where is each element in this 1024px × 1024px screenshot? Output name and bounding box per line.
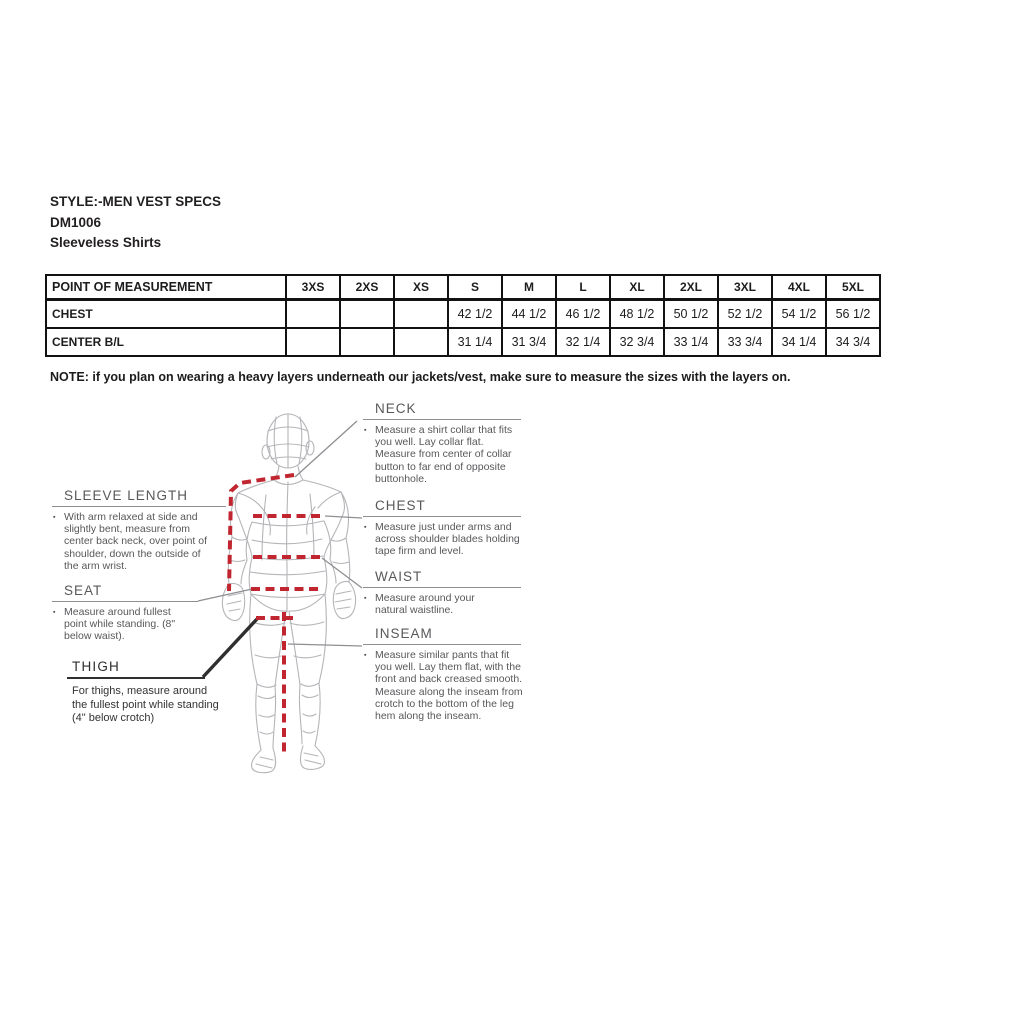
- centerbl-3xs-cell: [286, 328, 340, 356]
- document-header: [50, 192, 221, 254]
- centerbl-2xl-cell: 33 1/4: [664, 328, 718, 356]
- chest-5xl-cell: 56 1/2: [826, 300, 880, 329]
- table-row-chest: [46, 300, 880, 329]
- waist-leader-line: [322, 558, 362, 588]
- column-header-2xl: 2XL: [664, 275, 718, 300]
- style-code: DM1006: [50, 214, 102, 230]
- chest-leader-line: [325, 516, 362, 518]
- note-text: NOTE: if you plan on wearing a heavy layers underneath our jackets/vest, make sure to measure the sizes with the layers on.: [50, 370, 791, 384]
- chest-2xs-cell: [340, 300, 394, 329]
- column-header-point-of-measurement: POINT OF MEASUREMENT: [46, 275, 286, 300]
- column-header-2xs: 2XS: [340, 275, 394, 300]
- measurement-dash-lines: [229, 475, 324, 752]
- chest-s-cell: 42 1/2: [448, 300, 502, 329]
- chest-3xl-cell: 52 1/2: [718, 300, 772, 329]
- bullet-icon: ▪: [53, 514, 56, 521]
- inseam-description-text: Measure similar pants that fit you well. Lay them flat, with the front and back creased smooth. Measure along the inseam from crotch to the bottom of the leg hem along the inseam.: [375, 649, 523, 723]
- waist-title: WAIST: [363, 569, 521, 588]
- bullet-icon: ▪: [364, 595, 367, 602]
- inseam-description: [364, 649, 527, 723]
- centerbl-4xl-cell: 34 1/4: [772, 328, 826, 356]
- column-header-3xl: 3XL: [718, 275, 772, 300]
- sleeve-length-title: SLEEVE LENGTH: [52, 488, 226, 507]
- section-neck: [363, 401, 521, 485]
- inseam-title: INSEAM: [363, 626, 521, 645]
- section-waist: [363, 569, 521, 616]
- section-sleeve-length: [52, 488, 226, 572]
- bullet-icon: ▪: [364, 427, 367, 434]
- column-header-l: L: [556, 275, 610, 300]
- section-chest: [363, 498, 521, 558]
- centerbl-l-cell: 32 1/4: [556, 328, 610, 356]
- sleeve-length-dash-line: [229, 475, 294, 591]
- chest-description-text: Measure just under arms and across shoulder blades holding tape firm and level.: [375, 521, 520, 558]
- chest-l-cell: 46 1/2: [556, 300, 610, 329]
- centerbl-3xl-cell: 33 3/4: [718, 328, 772, 356]
- seat-leader-line: [198, 589, 252, 601]
- row-label-center-bl: CENTER B/L: [46, 328, 286, 356]
- waist-description: [364, 592, 493, 617]
- neck-description: [364, 424, 527, 485]
- column-header-3xs: 3XS: [286, 275, 340, 300]
- column-header-xs: XS: [394, 275, 448, 300]
- section-thigh: [67, 659, 219, 726]
- chest-title: CHEST: [363, 498, 521, 517]
- thigh-leader-line: [203, 619, 257, 677]
- column-header-s: S: [448, 275, 502, 300]
- table-header-row: [46, 275, 880, 300]
- centerbl-m-cell: 31 3/4: [502, 328, 556, 356]
- style-subtitle: Sleeveless Shirts: [50, 235, 162, 250]
- section-seat: [52, 583, 198, 643]
- bullet-icon: ▪: [53, 609, 56, 616]
- column-header-xl: XL: [610, 275, 664, 300]
- neck-title: NECK: [363, 401, 521, 420]
- centerbl-s-cell: 31 1/4: [448, 328, 502, 356]
- seat-description-text: Measure around fullest point while standing. (8" below waist).: [64, 606, 176, 643]
- inseam-leader-line: [288, 644, 362, 646]
- size-table: [45, 274, 881, 357]
- centerbl-5xl-cell: 34 3/4: [826, 328, 880, 356]
- sleeve-length-description: [53, 511, 216, 572]
- column-header-m: M: [502, 275, 556, 300]
- body-figure-wireframe: [222, 414, 355, 773]
- chest-xl-cell: 48 1/2: [610, 300, 664, 329]
- centerbl-2xs-cell: [340, 328, 394, 356]
- neck-leader-line: [295, 421, 357, 477]
- seat-description: [53, 606, 186, 643]
- centerbl-xl-cell: 32 3/4: [610, 328, 664, 356]
- row-label-chest: CHEST: [46, 300, 286, 329]
- chest-3xs-cell: [286, 300, 340, 329]
- sleeve-length-description-text: With arm relaxed at side and slightly bent, measure from center back neck, over point of shoulder, down the outside of the arm wrist.: [64, 511, 207, 572]
- bullet-icon: ▪: [364, 652, 367, 659]
- neck-description-text: Measure a shirt collar that fits you well. Lay collar flat. Measure from center of collar button to far end of opposite buttonhole.: [375, 424, 513, 485]
- chest-2xl-cell: 50 1/2: [664, 300, 718, 329]
- centerbl-xs-cell: [394, 328, 448, 356]
- chest-m-cell: 44 1/2: [502, 300, 556, 329]
- chest-4xl-cell: 54 1/2: [772, 300, 826, 329]
- column-header-4xl: 4XL: [772, 275, 826, 300]
- waist-description-text: Measure around your natural waistline.: [375, 592, 475, 617]
- thigh-title: THIGH: [67, 659, 205, 679]
- style-heading: STYLE:-MEN VEST SPECS: [50, 194, 222, 209]
- table-row-center-bl: [46, 328, 880, 356]
- section-inseam: [363, 626, 521, 722]
- bullet-icon: ▪: [364, 524, 367, 531]
- thigh-description: [72, 685, 222, 726]
- seat-title: SEAT: [52, 583, 198, 602]
- chest-xs-cell: [394, 300, 448, 329]
- chest-description: [364, 521, 525, 558]
- column-header-5xl: 5XL: [826, 275, 880, 300]
- thigh-description-text: For thighs, measure around the fullest point while standing (4" below crotch): [72, 685, 219, 724]
